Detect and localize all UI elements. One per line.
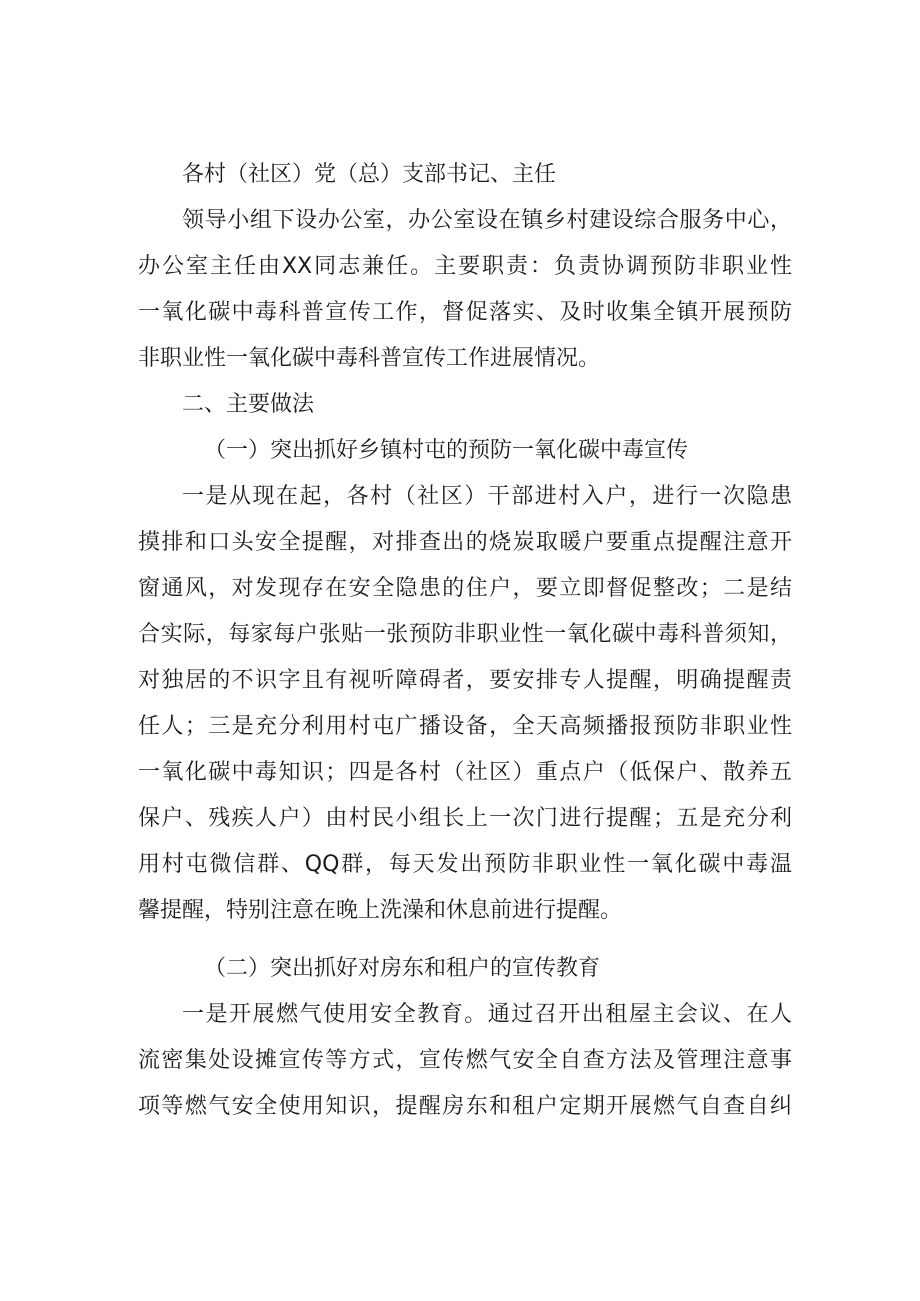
subsection-heading-2	[138, 946, 792, 992]
text-line: 对独居的不识字且有视听障碍者，要安排专人提醒，明确提醒责	[138, 668, 792, 693]
attendees-paragraph	[138, 152, 792, 198]
text-line: 馨提醒，特别注意在晚上洗澡和休息前进行提醒。	[138, 898, 623, 923]
paragraph-gap	[138, 934, 792, 946]
text-line: 非职业性一氧化碳中毒科普宣传工作进展情况。	[138, 346, 601, 371]
text-line: 流密集处设摊宣传等方式，宣传燃气安全自查方法及管理注意事	[138, 1048, 792, 1073]
text-line: 一是开展燃气使用安全教育。通过召开出租屋主会议、在人	[182, 1002, 792, 1027]
document-body	[138, 152, 792, 1130]
text-line: 一是从现在起，各村（社区）干部进村入户，进行一次隐患	[182, 484, 792, 509]
measures-paragraph-2	[138, 992, 792, 1130]
section-heading	[138, 382, 792, 428]
subheading-text: （一）突出抓好乡镇村屯的预防一氧化碳中毒宣传	[204, 438, 689, 463]
text-line: 窗通风，对发现存在安全隐患的住户，要立即督促整改；二是结	[138, 576, 792, 601]
text-line: 办公室主任由XX同志兼任。主要职责：负责协调预防非职业性	[138, 254, 792, 279]
text-line: 任人；三是充分利用村屯广播设备，全天高频播报预防非职业性	[138, 714, 792, 739]
text-line: 领导小组下设办公室，办公室设在镇乡村建设综合服务中心，	[182, 208, 792, 233]
subheading-text: （二）突出抓好对房东和租户的宣传教育	[204, 956, 601, 981]
text-line: 一氧化碳中毒科普宣传工作，督促落实、及时收集全镇开展预防	[138, 300, 792, 325]
text-line: 各村（社区）党（总）支部书记、主任	[182, 162, 557, 187]
office-paragraph	[138, 198, 792, 382]
text-line: 项等燃气安全使用知识，提醒房东和租户定期开展燃气自查自纠	[138, 1094, 792, 1119]
text-line: 摸排和口头安全提醒，对排查出的烧炭取暖户要重点提醒注意开	[138, 530, 792, 555]
measures-paragraph-1	[138, 474, 792, 934]
text-line: 一氧化碳中毒知识；四是各村（社区）重点户（低保户、散养五	[138, 760, 792, 785]
text-line: 保户、残疾人户）由村民小组长上一次门进行提醒；五是充分利	[138, 806, 792, 831]
heading-main-measures: 二、主要做法	[182, 392, 315, 417]
text-line: 合实际，每家每户张贴一张预防非职业性一氧化碳中毒科普须知，	[138, 622, 792, 647]
subsection-heading-1	[138, 428, 792, 474]
text-line: 用村屯微信群、QQ群，每天发出预防非职业性一氧化碳中毒温	[138, 852, 792, 877]
